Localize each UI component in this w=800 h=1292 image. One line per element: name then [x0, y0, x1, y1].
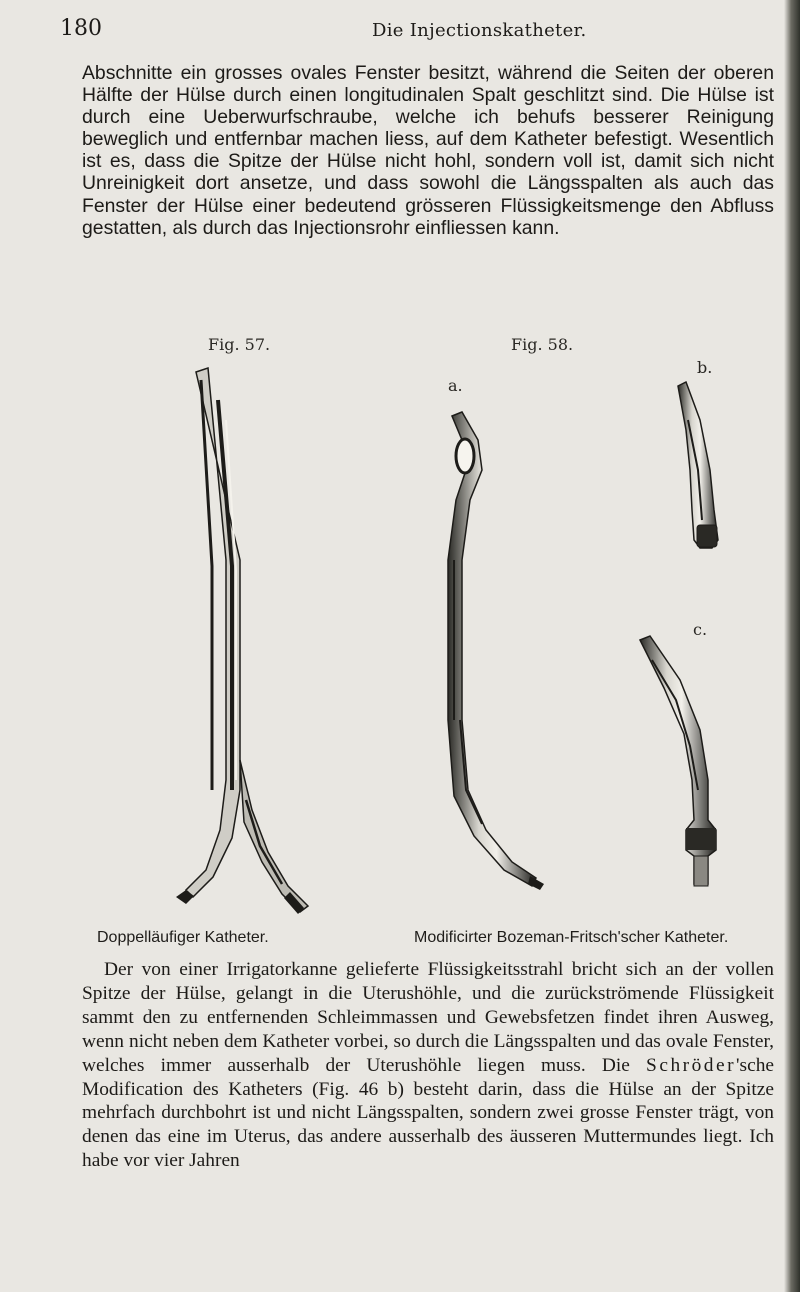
author-name-spaced: Schröder [646, 1054, 737, 1076]
paragraph-bottom-part2: 'sche Modification des Katheters (Fig. 46 b) besteht darin, dass die Hülse an der Spitze mehrfach durchbohrt ist und nicht Längsspalten, sondern zwei grosse Fenster trägt, von denen das eine im Uterus, das andere ausserhalb des äusseren Muttermundes liegt. Ich habe vor vier Jahren [82, 1054, 774, 1172]
fig57-label: Fig. 57. [208, 335, 271, 354]
fig58b-sleeve [678, 382, 718, 548]
page-number: 180 [60, 16, 102, 41]
fig58-sub-c: c. [693, 620, 708, 639]
caption-fig57: Doppelläufiger Katheter. [97, 929, 269, 946]
paragraph-top: Abschnitte ein grosses ovales Fenster besitzt, während die Seiten der oberen Hälfte der Hülse durch einen longitudinalen Spalt geschlitzt sind. Die Hülse ist durch eine Ueberwurfschraube, welche ich behufs besserer Reinigung beweglich und entfernbar machen liess, auf dem Katheter befestigt. Wesentlich ist es, dass die Spitze der Hülse nicht hohl, sondern voll ist, damit sich nicht Unreinigkeit dort ansetze, und dass sowohl die Längsspalten als auch das Fenster der Hülse einer bedeutend grösseren Flüssigkeitsmenge den Abfluss gestatten, als durch das Injectionsrohr einfliessen kann. [82, 62, 774, 239]
running-title: Die Injectionskatheter. [372, 20, 587, 41]
caption-fig58: Modificirter Bozeman-Fritsch'scher Katheter. [414, 929, 729, 946]
fig58c-mouthpiece [640, 636, 716, 886]
fig58-sub-a: a. [448, 376, 463, 395]
fig58-label: Fig. 58. [511, 335, 574, 354]
fig58a-catheter [448, 412, 544, 890]
fig58-sub-b: b. [697, 358, 713, 377]
paragraph-bottom [82, 958, 774, 1173]
fig57-double-catheter [176, 368, 308, 914]
paragraph-bottom-part1: Der von einer Irrigatorkanne gelieferte Flüssigkeitsstrahl bricht sich an der vollen Spitze der Hülse, gelangt in die Uterushöhle, und die zurückströmende Flüssigkeit sammt den zu entfernenden Schleimmassen und Gewebsfetzen findet ihren Ausweg, wenn nicht neben dem Katheter vorbei, so durch die Längsspalten und das ovale Fenster, welches immer ausserhalb der Uterushöhle liegen muss. Die [82, 959, 774, 1076]
